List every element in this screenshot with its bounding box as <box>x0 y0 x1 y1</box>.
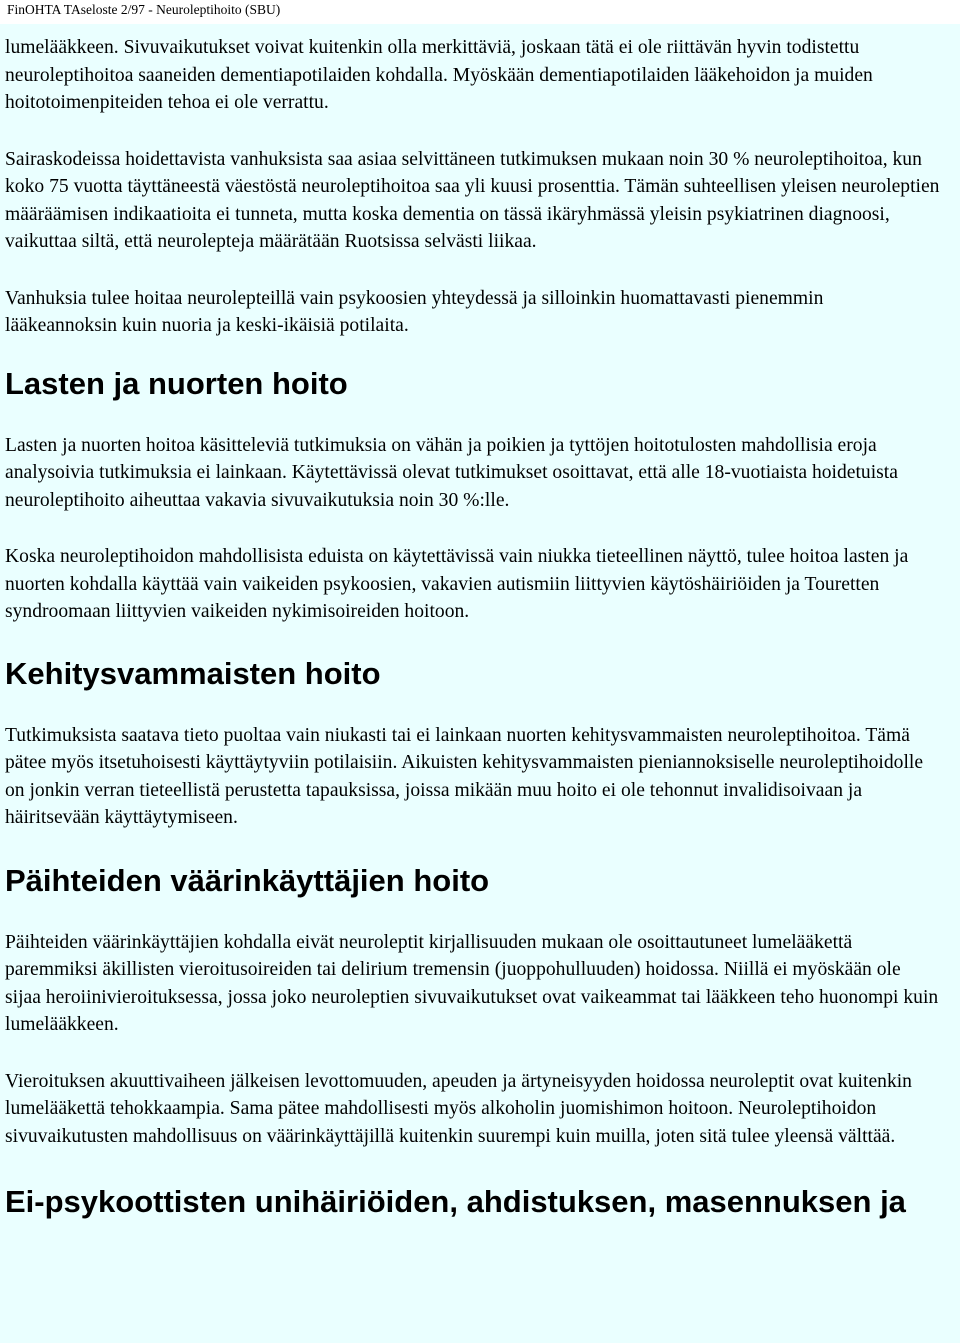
document-title: FinOHTA TAseloste 2/97 - Neuroleptihoito (SBU) <box>7 2 281 17</box>
paragraph-children-studies: Lasten ja nuorten hoitoa käsitteleviä tutkimuksia on vähän ja poikien ja tyttöjen hoitotulosten mahdollisia eroja analysoivia tutkimuksia ei lainkaan. Käytettävissä olevat tutkimukset osoittavat, että alle 18-vuotiaista hoidetuista neuroleptihoito aiheuttaa vakavia sivuvaikutuksia noin 30 %:lle. <box>5 434 898 511</box>
heading-substance-abuse: Päihteiden väärinkäyttäjien hoito <box>5 862 490 898</box>
paragraph-children-recommendation: Koska neuroleptihoidon mahdollisista eduista on käytettävissä vain niukka tieteellinen näyttö, tulee hoitoa lasten ja nuorten kohdalla käyttää vain vaikeiden psykoosien, vakavien autismiin liittyvien käytöshäiriöiden ja Touretten syndroomaan liittyvien vaikeiden nykimisoireiden hoitoon. <box>5 546 909 622</box>
paragraph-substance-withdrawal: Päihteiden väärinkäyttäjien kohdalla eivät neuroleptit kirjallisuuden mukaan ole osoittautuneet lumelääkettä paremmiksi äkillisten vieroitusoireiden tai delirium tremensin (juoppohulluuden) hoidossa. Niillä ei myöskään ole sijaa heroiinivieroituksessa, jossa joko neuroleptien sivuvaikutukset ovat vaikeammat tai lääkkeen teho huonompi kuin lumelääkkeen. <box>5 931 939 1035</box>
paragraph-dementia-side-effects: lumelääkkeen. Sivuvaikutukset voivat kuitenkin olla merkittäviä, joskaan tätä ei ole riittävän hyvin todistettu neuroleptihoitoa saaneiden dementiapotilaiden kohdalla. Myöskään dementiapotilaiden lääkehoidon ja muiden hoitotoimenpiteiden tehoa ei ole verrattu. <box>5 37 873 113</box>
paragraph-intellectual-disability: Tutkimuksista saatava tieto puoltaa vain niukasti tai ei lainkaan nuorten kehitysvammaisten neuroleptihoitoa. Tämä pätee myös itsetuhoisesti käyttäytyviin potilaisiin. Aikuisten kehitysvammaisten pieniannoksiselle neuroleptihoidolle on jonkin verran tieteellistä perustetta tapauksissa, joissa mikään muu hoito ei ole tehonnut invalidisoivaan ja häiritsevään käyttäytymiseen. <box>5 724 924 828</box>
heading-intellectual-disability: Kehitysvammaisten hoito <box>5 655 381 691</box>
paragraph-elderly-treatment: Vanhuksia tulee hoitaa neurolepteillä vain psykoosien yhteydessä ja silloinkin huomattavasti pienemmin lääkeannoksin kuin nuoria ja keski-ikäisiä potilaita. <box>5 287 824 336</box>
paragraph-post-withdrawal: Vieroituksen akuuttivaiheen jälkeisen levottomuuden, apeuden ja ärtyneisyyden hoidossa neuroleptit ovat kuitenkin lumelääkettä tehokkaampia. Sama pätee mahdollisesti myös alkoholin juomishimon hoitoon. Neuroleptihoidon sivuvaikutusten mahdollisuus on väärinkäyttäjillä kuitenkin suurempi kuin muilla, joten sitä tulee yleensä välttää. <box>5 1070 912 1147</box>
heading-non-psychotic: Ei-psykoottisten unihäiriöiden, ahdistuksen, masennuksen ja <box>5 1184 906 1219</box>
paragraph-nursing-homes: Sairaskodeissa hoidettavista vanhuksista saa asiaa selvittäneen tutkimuksen mukaan noin 30 % neuroleptihoitoa, kun koko 75 vuotta täyttäneestä väestöstä neuroleptihoitoa saa yli kuusi prosenttia. Tämän suhteellisen yleisen neuroleptien määräämisen indikaatioita ei tunneta, mutta koska dementia on tässä ikäryhmässä yleisin psykiatrinen diagnoosi, vaikuttaa siltä, että neurolepteja määrätään Ruotsissa selvästi liikaa. <box>5 148 940 252</box>
page-header <box>0 0 960 24</box>
document-body <box>0 24 960 1343</box>
heading-children-youth: Lasten ja nuorten hoito <box>5 365 348 401</box>
